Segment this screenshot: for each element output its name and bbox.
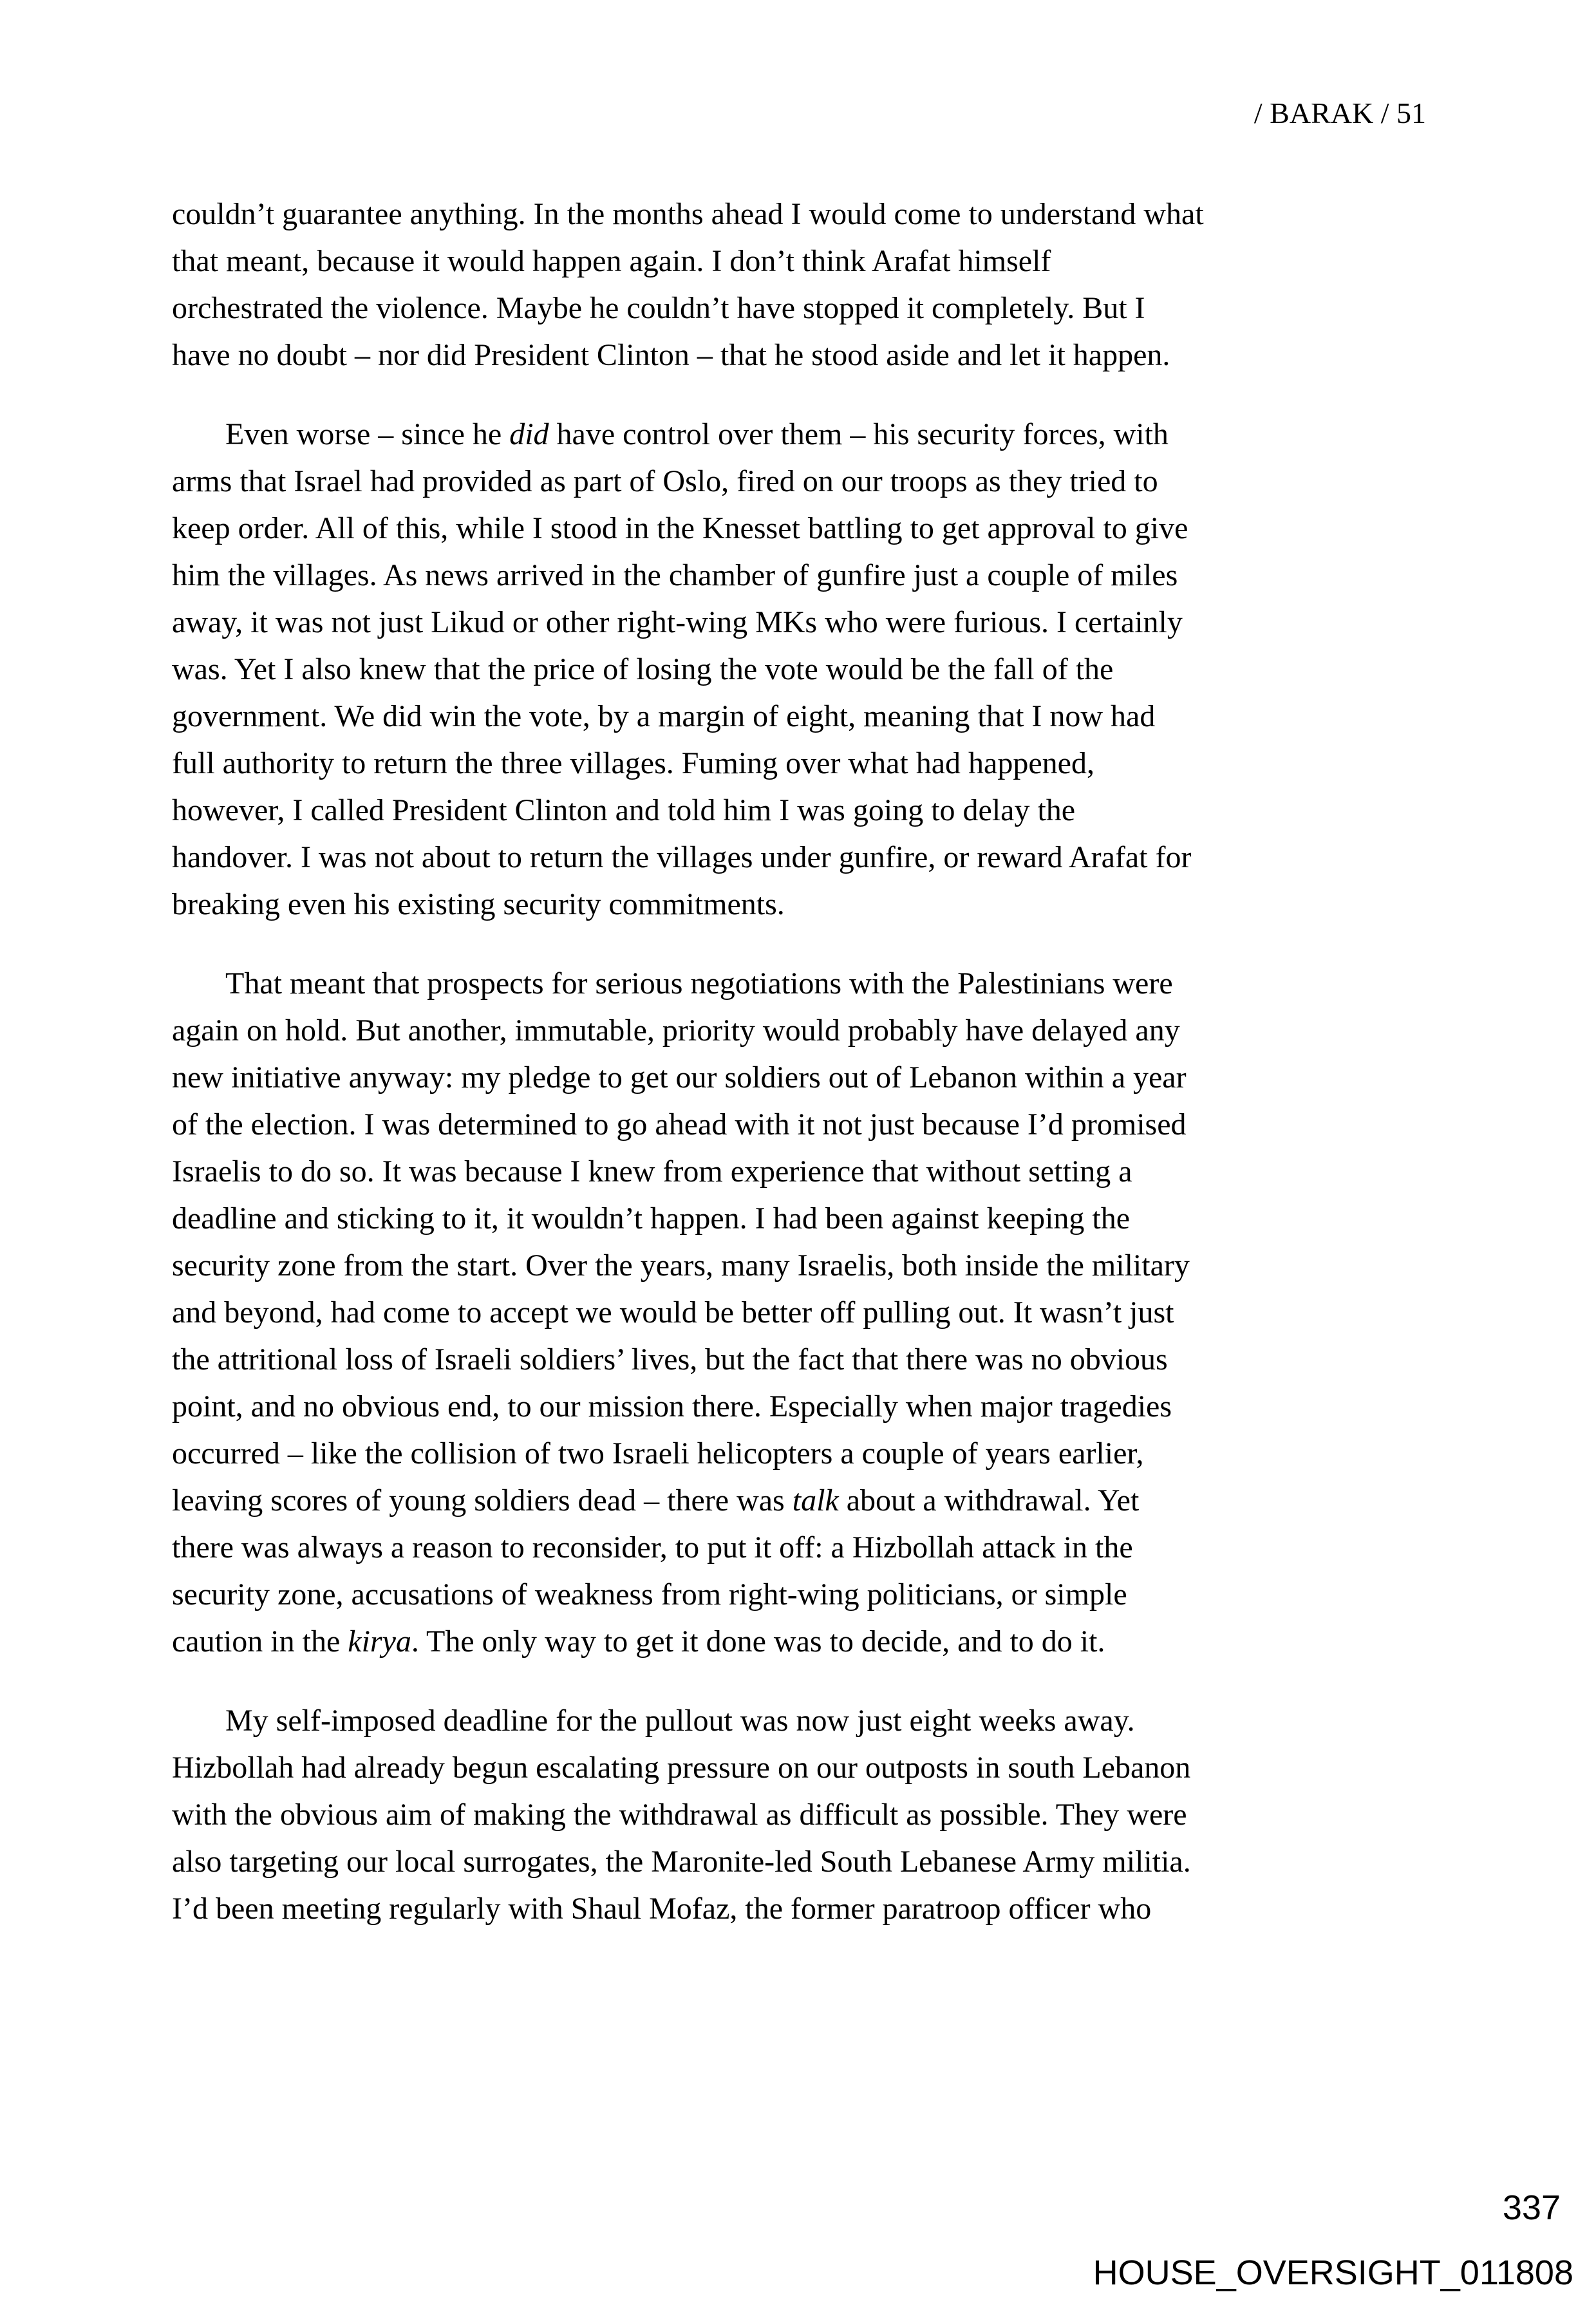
text-line: however, I called President Clinton and told him I was going to delay the (172, 793, 1076, 827)
text-line: there was always a reason to reconsider, to put it off: a Hizbollah attack in the (172, 1530, 1133, 1565)
text-line: again on hold. But another, immutable, priority would probably have delayed any (172, 1013, 1180, 1048)
text-line: also targeting our local surrogates, the Maronite-led South Lebanese Army militia. (172, 1845, 1191, 1879)
text-line: I’d been meeting regularly with Shaul Mofaz, the former paratroop officer who (172, 1892, 1152, 1926)
text-line: keep order. All of this, while I stood in the Knesset battling to get approval to give (172, 511, 1188, 545)
text-line: new initiative anyway: my pledge to get our soldiers out of Lebanon within a year (172, 1060, 1187, 1095)
running-header: / BARAK / 51 (1253, 97, 1426, 129)
text-line: orchestrated the violence. Maybe he couldn’t have stopped it completely. But I (172, 291, 1145, 325)
text-line: That meant that prospects for serious negotiations with the Palestinians were (225, 966, 1173, 1001)
paragraph (172, 1697, 1432, 1932)
text-line: handover. I was not about to return the villages under gunfire, or reward Arafat for (172, 840, 1192, 874)
page-number: 337 (1502, 2188, 1561, 2227)
text-line: Hizbollah had already begun escalating pressure on our outposts in south Lebanon (172, 1751, 1191, 1785)
text-line: leaving scores of young soldiers dead – there was talk about a withdrawal. Yet (172, 1483, 1140, 1518)
document-body (172, 191, 1432, 1932)
text-line: security zone from the start. Over the years, many Israelis, both inside the military (172, 1248, 1190, 1283)
bates-number: HOUSE_OVERSIGHT_011808 (1093, 2253, 1573, 2292)
text-line: arms that Israel had provided as part of Oslo, fired on our troops as they tried to (172, 464, 1158, 498)
text-line: was. Yet I also knew that the price of losing the vote would be the fall of the (172, 652, 1114, 686)
text-line: and beyond, had come to accept we would be better off pulling out. It wasn’t just (172, 1295, 1174, 1330)
text-line: have no doubt – nor did President Clinton – that he stood aside and let it happen. (172, 338, 1170, 372)
paragraph (172, 960, 1432, 1665)
text-line: Israelis to do so. It was because I knew from experience that without setting a (172, 1154, 1132, 1189)
text-line: away, it was not just Likud or other right-wing MKs who were furious. I certainly (172, 605, 1183, 639)
text-line: full authority to return the three villages. Fuming over what had happened, (172, 746, 1094, 780)
text-line: government. We did win the vote, by a margin of eight, meaning that I now had (172, 699, 1156, 733)
text-line: breaking even his existing security commitments. (172, 887, 785, 921)
text-line: that meant, because it would happen again. I don’t think Arafat himself (172, 244, 1051, 278)
text-line: with the obvious aim of making the withdrawal as difficult as possible. They were (172, 1798, 1187, 1832)
text-line: security zone, accusations of weakness from right-wing politicians, or simple (172, 1577, 1127, 1612)
text-line: of the election. I was determined to go ahead with it not just because I’d promised (172, 1107, 1187, 1142)
paragraph (172, 411, 1432, 928)
paragraph (172, 191, 1432, 379)
text-line: deadline and sticking to it, it wouldn’t happen. I had been against keeping the (172, 1201, 1131, 1236)
text-line: My self-imposed deadline for the pullout was now just eight weeks away. (225, 1704, 1135, 1738)
text-line: the attritional loss of Israeli soldiers’ lives, but the fact that there was no obvious (172, 1342, 1168, 1377)
text-line: Even worse – since he did have control over them – his security forces, with (225, 417, 1169, 451)
text-line: caution in the kirya. The only way to get it done was to decide, and to do it. (172, 1624, 1105, 1659)
text-line: point, and no obvious end, to our mission there. Especially when major tragedies (172, 1389, 1172, 1424)
text-line: occurred – like the collision of two Israeli helicopters a couple of years earlier, (172, 1436, 1144, 1471)
text-line: couldn’t guarantee anything. In the months ahead I would come to understand what (172, 197, 1204, 231)
text-line: him the villages. As news arrived in the chamber of gunfire just a couple of miles (172, 558, 1178, 592)
